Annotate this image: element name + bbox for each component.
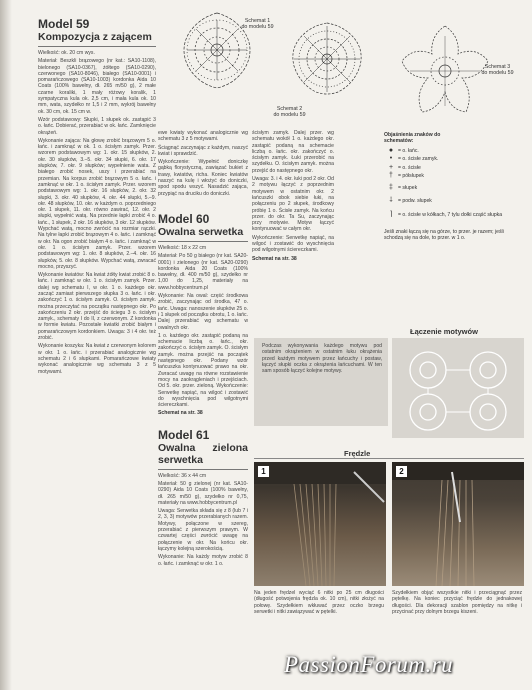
paragraph: Materiał: 50 g zielonej (nr kat. SA10-0290) Aida 10 Coats (100% bawełny, dł. 265 m/50 g), szydełko nr 0,75, materiały na www.hobbycentrum.pl xyxy=(158,480,248,506)
paragraph: Wykończenie: Serwetkę napiąć, na wilgoć i zostawić do wyschnięcia pod wilgotnymi ściereczkami. xyxy=(252,234,334,254)
motifs-box-text: Podczas wykonywania każdego motywu pod ostatnim okrążeniem w ostatnim łuku okrążenia przed każdym motywem przez łańcuchy i postaw, łączyć słupki oczka z okrążenia łańcuchami. W ten sam sposób łączyć kolejne motywy. xyxy=(262,343,382,375)
page-fold-shadow xyxy=(0,0,12,690)
paragraph: Wykończenie: Wypełnić doniczkę gąbką florystyczną, zawiązać bukiet z trawy, kwiatów, richa. Koniec kwiatów naszyć na kulę i włożyć do doniczki, spod spodu wszyć. Nasadzić zająca, przypiąć na druciku do doniczki. xyxy=(158,159,248,197)
legend-row xyxy=(384,198,524,204)
slip-stitch-symbol: • xyxy=(389,155,393,163)
paragraph: Wykonanie kwiatów: Na kwiat żółty kwiat zrobić 8 o. łańc. i zamknąć w okr. 1 o. ścisłym zamyk. Przer. dalej wg schematu I, w okr. 1 o. każdego okr. zacząć zamiast pierwszego słupka 3 o. łańc. i okr. zakończyć 1 o. ścisłym zamyk. O. ścisłym zamyk. można przeczytać na początku następnego okr. Po zakończeniu 2 okr. przejść do ściegu 3 o. ścisłym zamyk., schematy I do II, z czerwonym. Z kordonka w formie kwiatu. Pozostałe kwiatki zrobić białym i pomarańczowym kordonkiem. Uwaga: 3 i 4 okr. też zrobić. xyxy=(38,272,156,342)
legend-text: = o. ścisłe zamyk. xyxy=(398,156,439,163)
column-models-60-61 xyxy=(158,130,248,686)
paragraph: Wykonanie zająca: Na głowę zrobić brązowym 5 o. łańc. i zamknąć w ok. 1 o. ścisłym zamyk. Przer. wzorem podstawowym wg: 1. okr. 15 słupków, 2. okr. 30 słupków, 3.–5. okr. 34 słupki, 6. okr. 17 słupków, 7. okr. 9 słupków; wypełnienie wata. Z białego zrobić nosek, uszy i przerabiać na przemian. Na korpus zrobić brązowym 5 o. łańc. i zamknąć w okr. 1 o. ścisłym zamyk. Przer. wzorem podstawowym wg: 1. okr. 16 słupków, 2. okr. 32 słupki, 3. okr. 40 słupków, 4. okr. 44 słupki, 5.–9. okr. 48 słupków, 10. okr. w każdym o. poprzedniego okr. 1 słupek, 11. okr. równo zawirać, 12. okr. 2 słupki, wypełnić watą. Na przednie łapki zrobić 4 o. łańc., 1 słupek, 2 okr. 16 słupków, 3 okr. 12 słupków. Wypchać watą, mocno zwrócić na rozmiar rączki. Na tylne łapki zrobić brązowym 4 o. łańc. i zamknąć w okr. Na ogon zrobić białym 4 o. łańc. i zamknąć w okr. 1 o. ścisłym zamyk. Przer. wzorem podstawowym wg: 1. okr. 8 słupków, 2.–4. okr. 16 słupków, 5. okr. 8 słupków. Wypchać watą, zwracać mocno, przyszyć. xyxy=(38,137,156,270)
legend-text: = o. ścisłe w kółkach, 7 tylu dołki cząść słupka xyxy=(398,212,503,219)
fringe-threads-graphic xyxy=(254,462,386,586)
model-59-number: Model 59 xyxy=(38,18,90,31)
divider xyxy=(158,241,248,242)
paragraph: ścisłym zamyk. Dalej przer. wg schematu wokół 1 o. każdego okr. zastąpić podaną na schemacie liczbą o. łańc. okr. zakończyć o. ścisłym zamyk. Łuki przerobić na szydełku. O. ścisłym zamyk. można przejść do następnego okr. xyxy=(252,130,334,174)
legend-note: Jeśli znaki łączą się na górze, to przer. je razem; jeśli schodzą się na dole, to przer. w 1 o. xyxy=(384,228,504,242)
photo-number-1: 1 xyxy=(258,466,269,477)
paragraph: 1 o. każdego okr. zastąpić podaną na schemacie liczbą o. łańc., okr. zakończyć o. ścisłym zamyk. O. ścisłym zamyk. można przejść na początek następnego okr. Podany wzór łańcuszka kontynuować prawo na okr. Zwracać uwagę na równe rozstawienie mocy na zaokrągleniach i przejściach. Od 5. okr. przer. zieloną. Wykończenie: Serwetkę napiąć, na wilgoć i zostawić do wyschnięcia pod wilgotnymi ściereczkami. xyxy=(158,332,248,409)
half-double-symbol: † xyxy=(389,172,393,180)
fringe-threads-graphic xyxy=(392,462,524,586)
crochet-diagram-2 xyxy=(288,20,366,98)
paragraph: Wielkość: ok. 20 cm wys. xyxy=(38,50,95,56)
single-crochet-symbol: + xyxy=(388,163,394,171)
motifs-box-title: Łączenie motywów xyxy=(410,327,478,336)
legend-row xyxy=(384,156,524,162)
fringe-photo-2 xyxy=(392,462,524,586)
column-continued xyxy=(252,130,334,320)
symbol-legend xyxy=(384,132,524,241)
schema-reference: Schemat na str. 38 xyxy=(158,410,203,417)
chain-symbol: ● xyxy=(388,146,394,154)
watermark: PassionForum.ru xyxy=(284,652,454,677)
treble-crochet-symbol: ⸸ xyxy=(389,196,393,204)
loop-stitch-symbol: ⌉ xyxy=(389,211,393,219)
legend-text: = słupek xyxy=(398,185,418,192)
schema-reference: Schemat na str. 38 xyxy=(252,255,297,262)
diagram-3-label: Schemat 3 do modelu 59 xyxy=(481,64,514,77)
legend-text: = podw. słupek xyxy=(398,197,432,204)
paragraph: Wielkość: 18 x 22 cm xyxy=(158,244,207,251)
paragraph: Materiał: Beszkli brązowego (nr kat.: SA10-1108), bielonego (SA10-0367), żółtego (SA10-0290), czerwonego (SA10-8046), białego (SA10-0001) i pomarańczowego (SA10-1003) kordonka Aida 10 Coats (100% bawełny, dł. 265 m/50 g), 2 małe czarne koraliki, 1 mały różowy koralik, 1 sympatyczna kula ok. 2,5 cm, i mała kula ok. 10 mm, wata, szydełko nr 1,5 i 2 mm, wykrój bawełny ok. 30 cm, ok. 15 cm w. xyxy=(38,58,156,115)
model-61-title: Owalna zielona serwetka xyxy=(158,441,248,466)
double-crochet-symbol: ‡ xyxy=(389,184,393,192)
paragraph: Materiał: Po 50 g białego (nr kat. SA20-0001) i zielonego (nr kat. SA20-0290) kordonka Aida 20 Coats (100% bawełny, dł. 400 m/50 g), szydełko nr 1,00 do 1,25, materiały na www.hobbycentrum.pl xyxy=(158,253,248,291)
legend-row xyxy=(384,173,524,179)
photo-number-2: 2 xyxy=(396,466,407,477)
fringe-caption-1: Na jeden frędzel wyciąć 6 nitki po 25 cm długości (długość potwojenia frędzla ok. 10 cm), nitki złożyć na połowę. Szydełkiem wkłuwać przez oczko brzegu serwetki i nitki zawiązywać w pętelki. xyxy=(254,590,384,615)
legend-row xyxy=(384,212,514,218)
legend-text: = półsłupek xyxy=(398,173,424,180)
legend-text: = o. ścisłe xyxy=(398,164,421,171)
paragraph: Uwaga: Serwetka składa się z 8 (lub 7 i 2, 3, 3) motywów przerabianych razem. Motywy, połączone w szereg, przerabiać z pierwszym prawym. W czwartej części zwrócić uwagę na połączenie w okr. Na końcu okr. łączymy kolejną szerokością. xyxy=(158,508,248,552)
legend-row xyxy=(384,148,524,154)
paragraph: ewe kwiaty wykonać analogicznie wg schematu 3 z 5 motywami. xyxy=(158,130,248,143)
diagram-2-label: Schemat 2 do modelu 59 xyxy=(273,106,306,119)
paragraph: Wielkość: 36 x 44 cm xyxy=(158,472,207,479)
paragraph: Uwaga: 3. i 4. okr. łuki pod 2 okr. Od 2 motywu łączyć z poprzednim motywem w ostatnim okr. 2 łańcuszki obok siebie łuki, na połączeniu po 2 słupek, środkowy próbię 1 o. Ścisłe zamyk. Na końcu przer. do okr. Ta Su, zaczynając przy motywie. Motyw łączyć kontynuować w całym okr. xyxy=(252,176,334,233)
divider xyxy=(158,469,248,470)
paragraph: Wzór podstawowy: Słupki, 1 słupek ok. zastąpić 3 o. łańc. Dobierać, przerabiać w ok. łańc. Zamknięcie okrążeń. xyxy=(38,116,156,136)
fringe-divider xyxy=(254,458,524,459)
legend-title: Objaśnienia znaków do schematów: xyxy=(384,132,441,145)
legend-row xyxy=(384,185,524,191)
diagram-1-label: Schemat 1 do modelu 59 xyxy=(241,18,274,31)
column-model-59 xyxy=(38,18,156,686)
lace-motif-swatch xyxy=(398,340,523,435)
paragraph: Wykonanie: Na owal: część środkowa zrobić, zaczynając od środka, 47 o. łańc. Uwaga: nanoszenie słupków 25 o. i 1 słupek od początku obrotu, 1 o. łańc. Dalej przerabiać wg schematu w owalnych okr. xyxy=(158,293,248,331)
model-59-title: Kompozycja z zającem xyxy=(38,31,152,43)
paragraph: Ściągnąć zaczynając z każdym, naszyć kwiat i sprawdzić. xyxy=(158,144,248,157)
paragraph: Wykonanie koszyka: Na kwiat z czerwonym kolorem w okr. 1 o. łańc. i przerabiać analogicznie wg schematu 2 i 6 słupkami. Pomarańczowe kwiaty wykonać analogicznie wg schematu 3 z 5 motywami. xyxy=(38,343,156,375)
fringe-caption-2: Szydełkiem objąć wszystkie nitki i przeciągnąć przez pętelkę. Na koniec przyciąć frędzle do jednakowej długości. Dla dekoracji szablon pomiędzy na nitkę i przycinać przy dolnym brzegu kiszeni. xyxy=(392,590,522,615)
legend-row xyxy=(384,165,524,171)
paragraph: Wykonanie: Na każdy motyw zrobić 8 o. łańc. i zamknąć w okr. 1 o. xyxy=(158,554,248,567)
fringe-title: Frędzle xyxy=(344,449,371,458)
legend-text: = o. łańc. xyxy=(398,147,419,154)
fringe-photo-1 xyxy=(254,462,386,586)
model-60-title: Owalna serwetka xyxy=(158,225,244,238)
model-61-number: Model 61 xyxy=(158,427,210,442)
model-60-number: Model 60 xyxy=(158,211,210,226)
divider xyxy=(38,46,156,47)
